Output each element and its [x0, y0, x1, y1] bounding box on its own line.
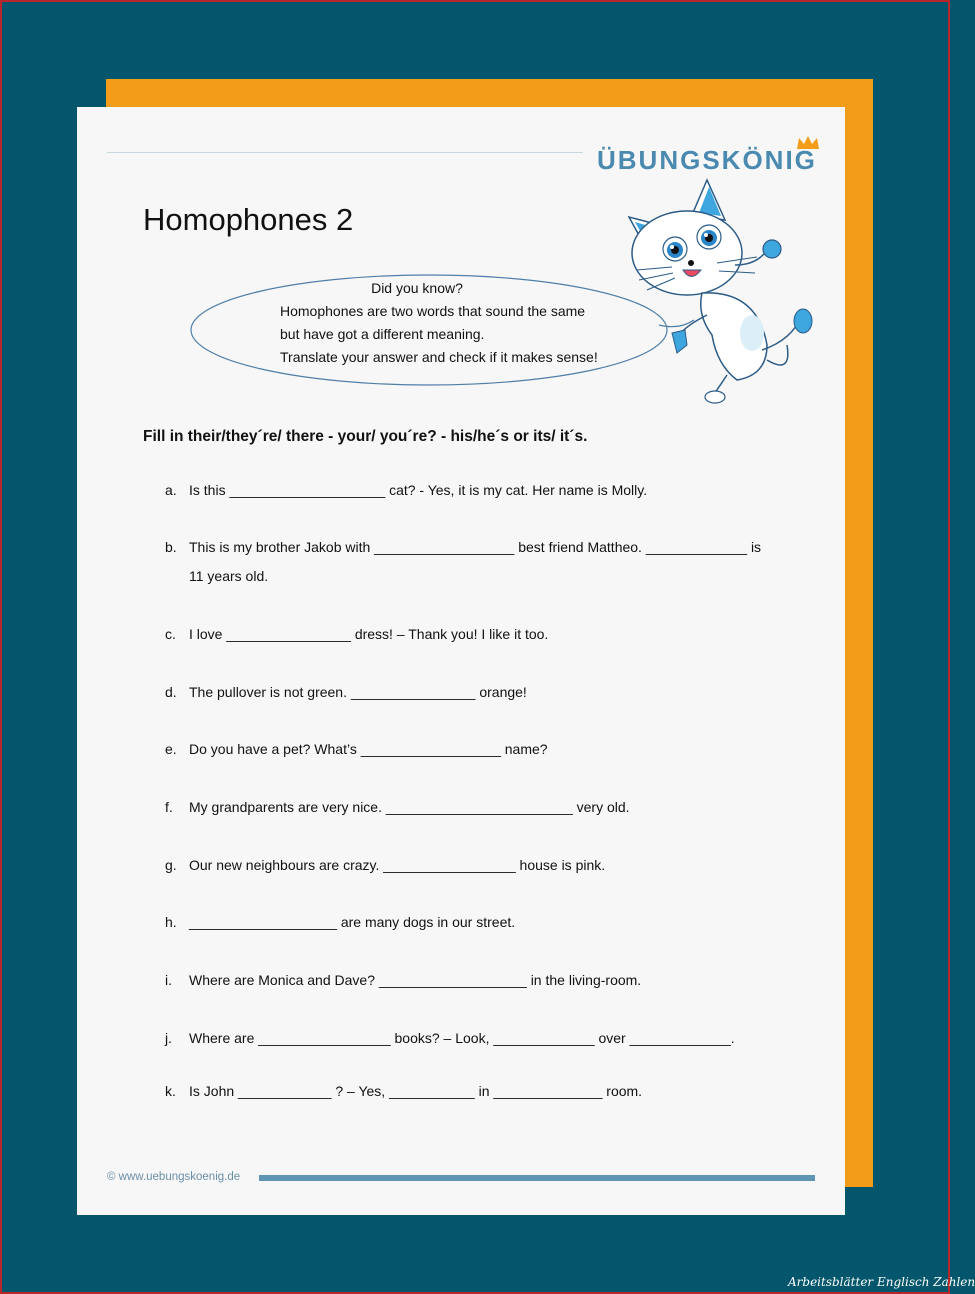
info-line: but have got a different meaning. — [280, 326, 485, 342]
exercise-item: b. This is my brother Jakob with __________________ best friend Mattheo. _____________ is — [165, 539, 762, 555]
page-title: Homophones 2 — [143, 202, 354, 237]
exercise-item: a. Is this ____________________ cat? - Yes, it is my cat. Her name is Molly. — [165, 482, 648, 498]
copyright-link[interactable]: © www.uebungskoenig.de — [107, 1171, 241, 1183]
instructions: Fill in their/they´re/ there - your/ you´re? - his/he´s or its/ it´s. — [143, 428, 588, 445]
footer-bar — [259, 1175, 815, 1181]
exercise-item-continued: 11 years old. — [189, 568, 269, 584]
exercise-item: c. I love ________________ dress! – Thank you! I like it too. — [165, 626, 549, 642]
worksheet-page — [77, 107, 845, 1215]
info-line: Homophones are two words that sound the same — [280, 303, 586, 319]
exercise-item: f. My grandparents are very nice. ________________________ very old. — [165, 799, 630, 815]
exercise-item: e. Do you have a pet? What’s __________________ name? — [165, 741, 548, 757]
info-heading: Did you know? — [371, 280, 463, 296]
exercise-item: i. Where are Monica and Dave? ___________________ in the living-room. — [165, 972, 642, 988]
watermark: Arbeitsblätter Englisch Zahlen — [788, 1275, 975, 1289]
exercise-item: d. The pullover is not green. ________________ orange! — [165, 684, 527, 700]
exercise-item: g. Our new neighbours are crazy. _________________ house is pink. — [165, 857, 606, 873]
brand-logo: ÜBUNGSKÖNIG — [597, 145, 817, 175]
exercise-item: h. ___________________ are many dogs in our street. — [165, 914, 516, 930]
info-line: Translate your answer and check if it makes sense! — [280, 349, 598, 365]
header-rule — [107, 152, 583, 153]
cat-mascot-icon — [617, 175, 817, 405]
exercise-item: k. Is John ____________ ? – Yes, ___________ in ______________ room. — [165, 1083, 643, 1099]
exercise-item: j. Where are _________________ books? – Look, _____________ over _____________. — [165, 1030, 735, 1046]
